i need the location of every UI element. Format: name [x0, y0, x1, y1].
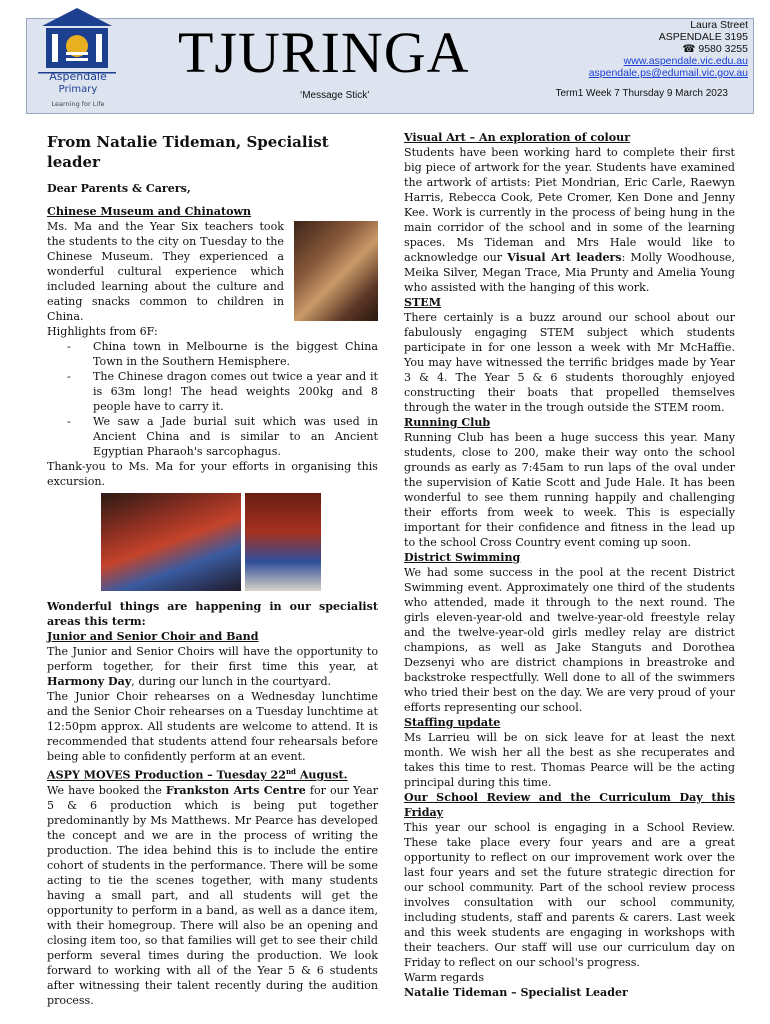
list-item: - We saw a Jade burial suit which was used in Ancient China and is similar to an Ancient Egyptian Pharaoh's sarcophagus. — [93, 414, 378, 459]
email-link[interactable]: aspendale.ps@edumail.vic.gov.au — [588, 67, 748, 79]
section-heading-choir: Junior and Senior Choir and Band — [47, 630, 259, 643]
highlights-list — [47, 339, 378, 459]
section-heading-review: Our School Review and the Curriculum Day this Friday — [404, 791, 735, 819]
students-photo — [245, 493, 321, 591]
address-suburb: ASPENDALE 3195 — [658, 31, 748, 43]
swimming-text: We had some success in the pool at the recent District Swimming event. Approximately one third of the students who attended, made it through to the next round. The girls eleven-year-old and twelve-year-old freestyle relay and the twelve-year-old girls medley relay are district champions, as well as Jake Stanguts and Dorothea Dezsenyi who are district champions in breastroke and backstroke respectfully. Well done to all of the swimmers who tried their best on the day. We are very proud of your efforts representing our school. — [404, 566, 735, 714]
left-column — [47, 132, 378, 1008]
list-item: - The Chinese dragon comes out twice a year and it is 63m long! The head weights 200kg and 8 people have to carry it. — [93, 369, 378, 414]
website-link[interactable]: www.aspendale.vic.edu.au — [623, 55, 748, 67]
address-street: Laura Street — [690, 19, 748, 31]
review-text: This year our school is engaging in a School Review. These take place every four years and are a great opportunity to reflect on our improvement work over the last four years and set the future strategic direction for our school community. Part of the school review process involves consultation with our school community, including students, staff and parents & carers. Last week and this week students are engaging in workshops with their teachers. Our staff will use our curriculum day on Friday to reflect on our school's progress. — [404, 821, 735, 969]
school-logo — [30, 2, 125, 112]
section-heading-swimming: District Swimming — [404, 551, 521, 564]
newsletter-subtitle: ‘Message Stick’ — [300, 90, 370, 101]
section-heading-museum: Chinese Museum and Chinatown — [47, 205, 252, 218]
museum-text: Ms. Ma and the Year Six teachers took the students to the city on Tuesday to the Chinese Museum. They experienced a wonderful cultural experience which included learning about the culture and eating snacks common to children in China. — [47, 220, 284, 323]
choir-text-2: The Junior Choir rehearses on a Wednesday lunchtime and the Senior Choir rehearses on a Tuesday lunchtime at 12:50pm approx. All students are welcome to attend. It is recommended that students attend four rehearsals before being able to confidently perform at an event. — [47, 690, 378, 763]
section-heading-staffing: Staffing update — [404, 716, 501, 729]
museum-photo — [294, 221, 378, 321]
stem-text: There certainly is a buzz around our school about our fabulously engaging STEM subject which students participate in for one lesson a week with Mr McHaffie. You may have witnessed the terrific bridges made by Year 3 & 4. The Year 5 & 6 students thoroughly enjoyed constructing their boats that propelled themselves through the water in the trough outside the STEM room. — [404, 311, 735, 414]
running-text: Running Club has been a huge success this year. Many students, close to 200, make their way onto the school grounds as early as 7:45am to run laps of the oval under the supervision of Katie Scott and Jude Hale. It has been wonderful to see them running happily and challenging their efforts from week to week. This is especially important for their confidence and fitness in the lead up to the school Cross Country event coming up soon. — [404, 431, 735, 549]
signoff: Natalie Tideman – Specialist Leader — [404, 986, 628, 999]
right-column — [404, 130, 735, 1000]
section-heading-art: Visual Art – An exploration of colour — [404, 131, 631, 144]
regards: Warm regards — [404, 971, 485, 984]
art-text: Students have been working hard to complete their first big piece of artwork for the year. Students have examined the artwork of artists: Piet Mondrian, Eric Carle, Raewyn Harris, Rebecca Cook, Pete Cromer, Ken Done and Jenny Kee. Work is currently in the process of being hung in the main corridor of the school and in some of the learning spaces. Ms Tideman and Mrs Hale would like to acknowledge our Visual Art leaders: Molly Woodhouse, Meika Silver, Megan Trace, Mia Prunty and Amelia Young who assisted with the hanging of this work. — [404, 146, 735, 294]
issue-date: Term1 Week 7 Thursday 9 March 2023 — [555, 88, 728, 99]
newsletter-title: TJURINGA — [178, 20, 470, 85]
section-heading-specialist: Wonderful things are happening in our specialist areas this term: — [47, 600, 378, 628]
greeting: Dear Parents & Carers, — [47, 182, 191, 195]
staffing-text: Ms Larrieu will be on sick leave for at least the next month. We wish her all the best as she recuperates and takes this time to rest. Thomas Pearce will be the acting principal during this time. — [404, 731, 735, 789]
section-heading-running: Running Club — [404, 416, 491, 429]
aspy-text: We have booked the Frankston Arts Centre for our Year 5 & 6 production which is being put together predominantly by Ms Matthews. Mr Pearce has developed the concept and we are in the process of writing the production. The idea behind this is to include the entire cohort of students in the performance. There will be some acting to tie the scenes together, with many students having a small part, and all students will get the opportunity to perform in a band, as well as a dance item, with their homegroup. There will also be an opening and closing item too, so that families will get to see their child perform several times during the production. We look forward to working with all of the Year 5 & 6 students after witnessing their talent recently during the audition process. — [47, 783, 378, 1007]
logo-tagline: Learning for Life — [51, 100, 105, 108]
section-heading-aspy: ASPY MOVES Production – Tuesday 22nd August. — [47, 767, 348, 782]
contact-block — [589, 19, 748, 79]
list-item: - China town in Melbourne is the biggest China Town in the Southern Hemisphere. — [93, 339, 378, 369]
excursion-photos — [47, 493, 378, 593]
thanks-text: Thank-you to Ms. Ma for your efforts in organising this excursion. — [47, 460, 378, 488]
logo-school-name: Aspendale — [49, 70, 107, 83]
phone-number: ☎ 9580 3255 — [682, 43, 748, 55]
article-heading: From Natalie Tideman, Specialist leader — [47, 133, 329, 171]
logo-school-sub: Primary — [58, 84, 98, 95]
highlights-intro: Highlights from 6F: — [47, 325, 158, 338]
group-photo — [101, 493, 241, 591]
choir-text-1: The Junior and Senior Choirs will have the opportunity to perform together, for their first time this year, at Harmony Day, during our lunch in the courtyard. — [47, 645, 378, 688]
section-heading-stem: STEM — [404, 296, 442, 309]
